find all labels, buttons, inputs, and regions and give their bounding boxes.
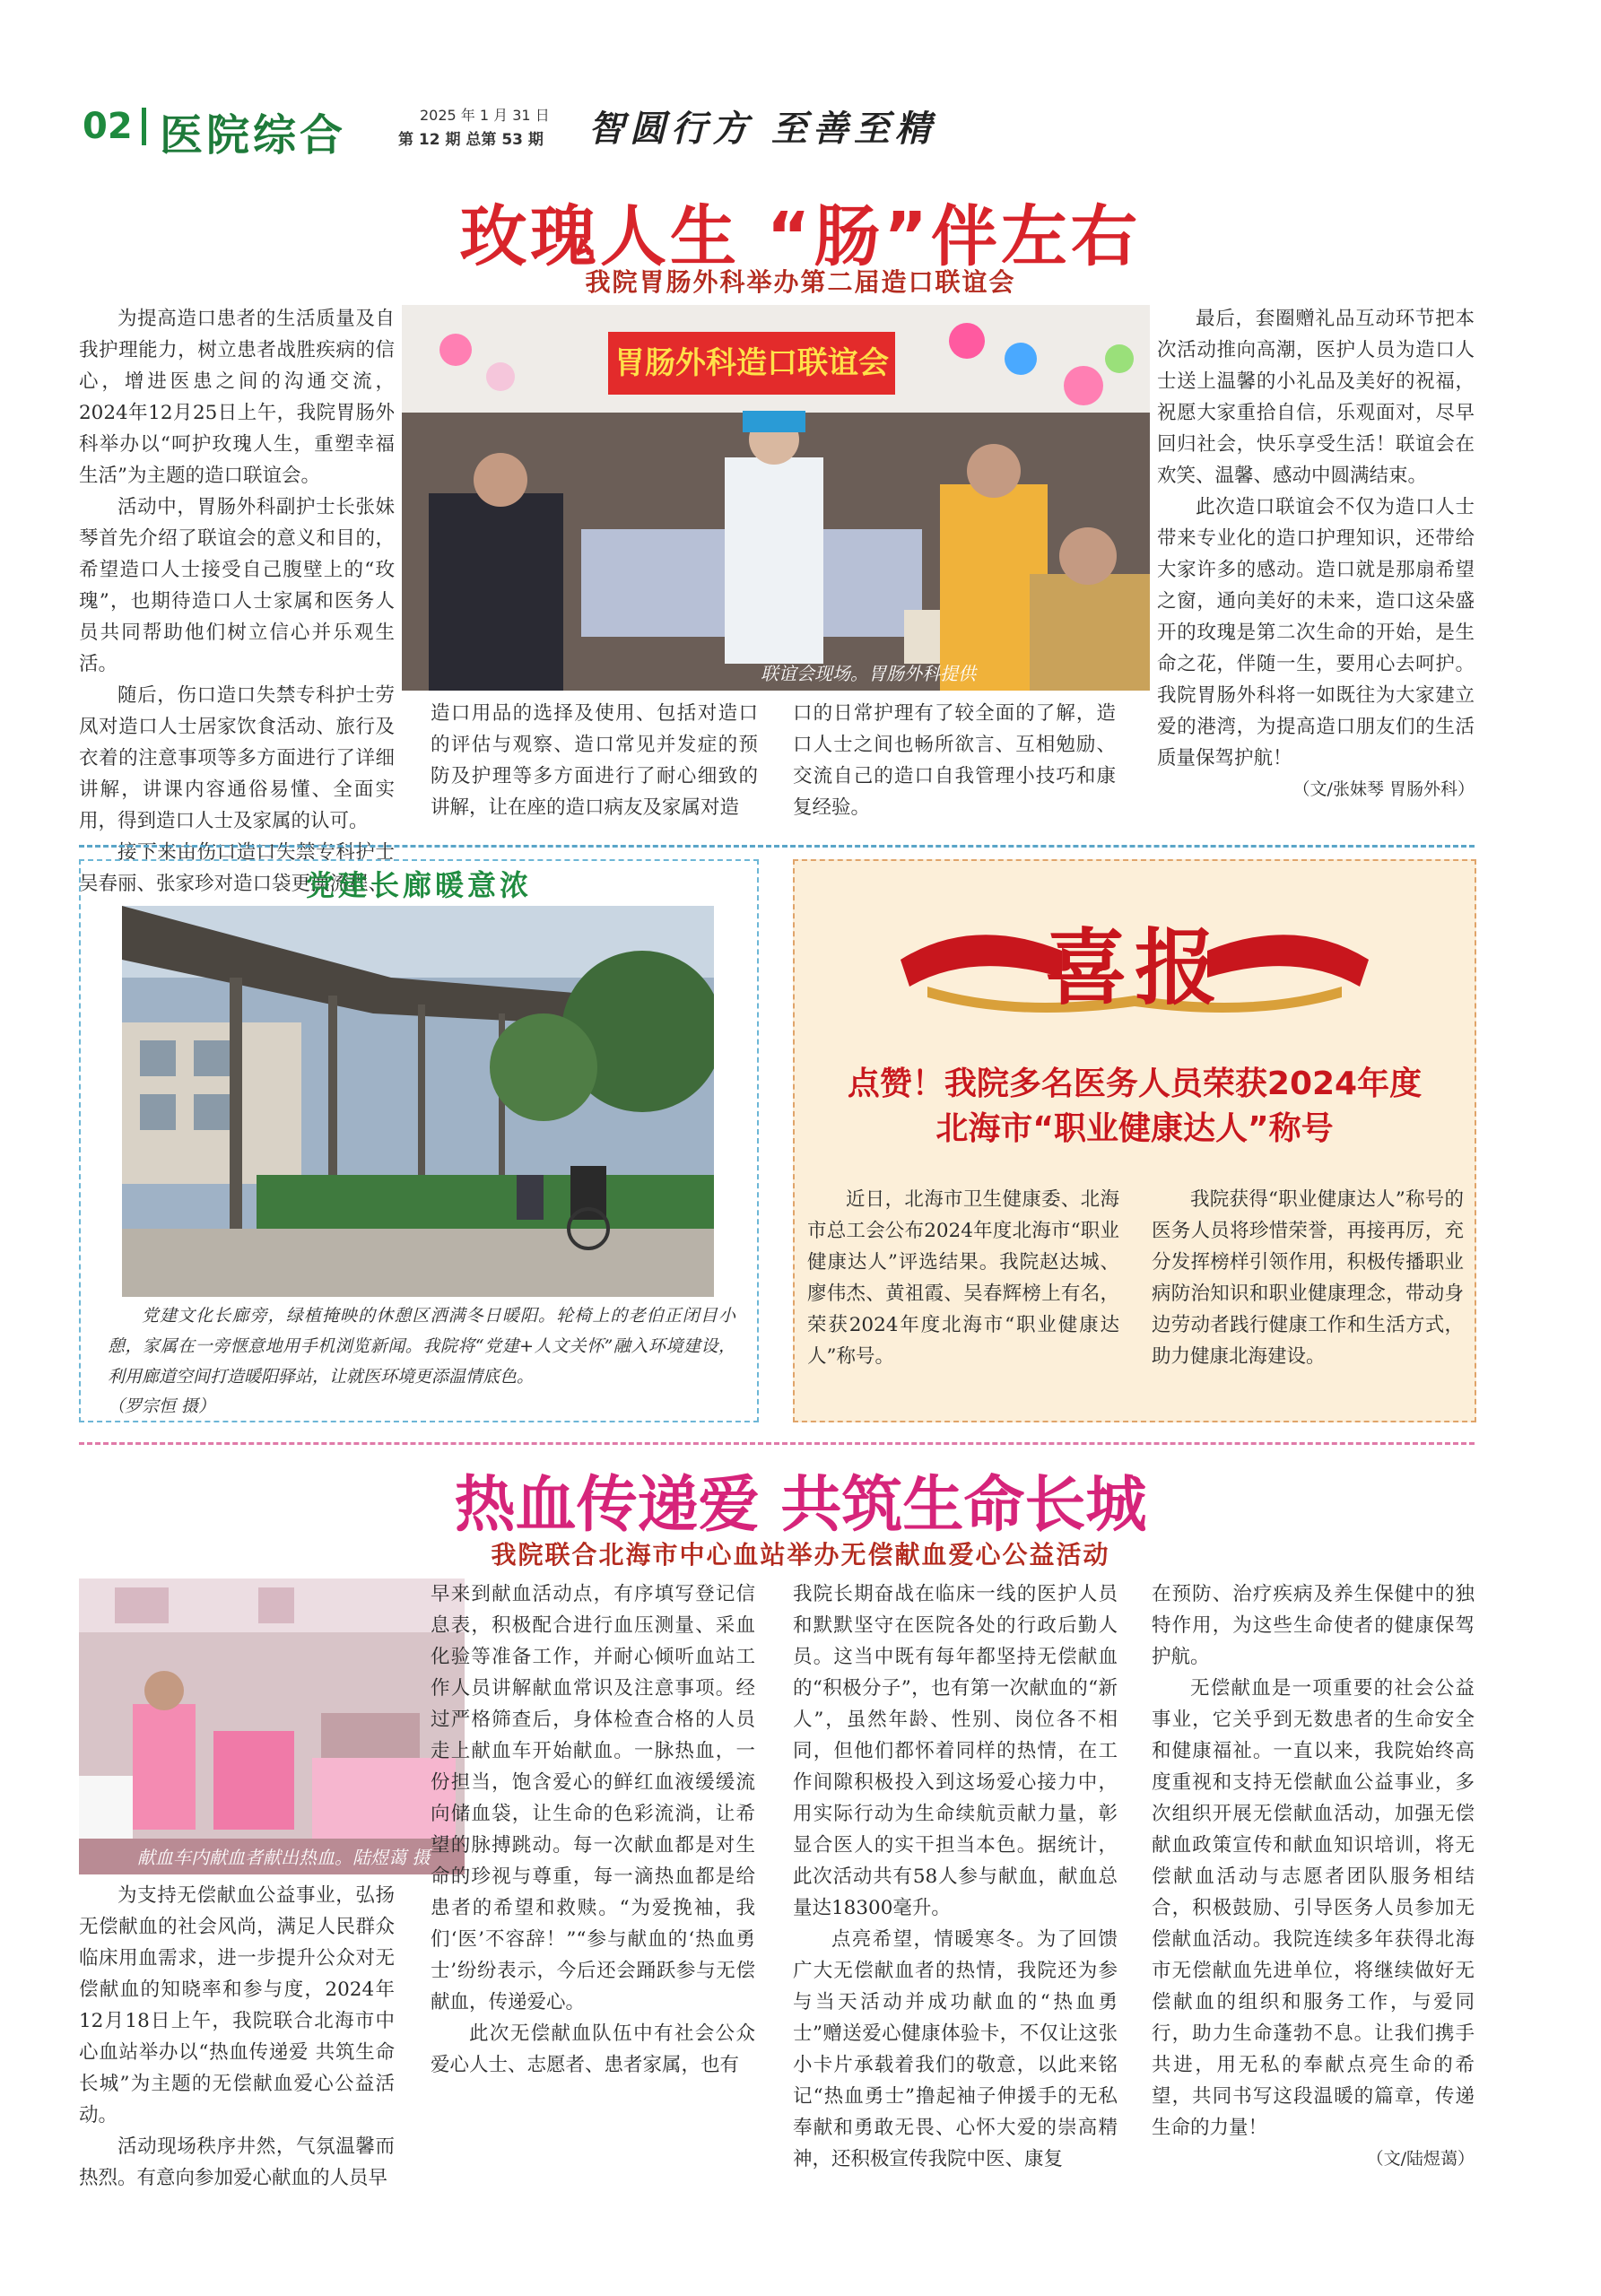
article2-column-1: [79, 1880, 395, 2194]
paragraph: 活动现场秩序井然，气氛温馨而热烈。有意向参加爱心献血的人员早: [79, 2135, 395, 2189]
paragraph: 随后，伤口造口失禁专科护士劳凤对造口人士居家饮食活动、旅行及衣着的注意事项等多方面进行了详细讲解，讲课内容通俗易懂、全面实用，得到造口人士及家属的认可。: [79, 684, 395, 832]
article2-photo: [79, 1578, 465, 1874]
article1-photo: [402, 305, 1150, 691]
good-news-column-2: [1152, 1184, 1464, 1372]
paragraph: 我院长期奋战在临床一线的医护人员和默默坚守在医院各处的行政后勤人员。这当中既有每年都坚持无偿献血的“积极分子”，也有第一次献血的“新人”，虽然年龄、性别、岗位各不相同，但他们都怀着同样的热情，在工作间隙积极投入到这场爱心接力中，用实际行动为生命续航贡献力量，彰显合医人的实干担当本色。据统计，此次活动共有58人参与献血，献血总量达18300毫升。: [793, 1583, 1118, 1919]
paragraph: 点亮希望，情暖寒冬。为了回馈广大无偿献血者的热情，我院还为参与当天活动并成功献血的“热血勇士”赠送爱心健康体验卡，不仅让这张小卡片承载着我们的敬意，以此来铭记“热血勇士”撸起袖子伸援手的无私奉献和勇敢无畏、心怀大爱的崇高精神，还积极宣传我院中医、康复: [793, 1928, 1118, 2170]
article2-subtitle: 我院联合北海市中心血站举办无偿献血爱心公益活动: [491, 1540, 1110, 1570]
article2-column-4: [1152, 1578, 1475, 2175]
good-news-badge: 喜报: [1044, 920, 1224, 1016]
article1-author: （文/张妹琴 胃肠外科）: [1292, 779, 1475, 799]
good-news-headline-1: 点赞！我院多名医务人员荣获2024年度: [847, 1065, 1423, 1102]
photo-caption: 联谊会现场。胃肠外科提供: [761, 663, 976, 684]
article2-title: 热血传递爱 共筑生命长城: [454, 1470, 1147, 1541]
issue-date: 2025 年 1 月 31 日: [420, 107, 550, 124]
photo-caption: 献血车内献血者献出热血。陆煜蔼 摄: [137, 1847, 431, 1868]
article1-column-1: [79, 303, 395, 900]
banner-text: 胃肠外科造口联谊会: [614, 345, 889, 381]
paragraph: 无偿献血是一项重要的社会公益事业，它关乎到无数患者的生命安全和健康福祉。一直以来，我院始终高度重视和支持无偿献血公益事业，多次组织开展无偿献血活动，加强无偿献血政策宣传和献血知识培训，将无偿献血活动与志愿者团队服务相结合，积极鼓励、引导医务人员参加无偿献血活动。我院连续多年获得北海市无偿献血先进单位，将继续做好无偿献血的组织和服务工作，与爱同行，助力生命蓬勃不息。让我们携手共进，用无私的奉献点亮生命的希望，共同书写这段温暖的篇章，传递生命的力量！: [1152, 1677, 1475, 2139]
page-number: 02: [83, 106, 133, 147]
paragraph: 在预防、治疗疾病及养生保健中的独特作用，为这些生命使者的健康保驾护航。: [1152, 1583, 1475, 1668]
paragraph: 接下来由伤口造口失禁专科护士吴春丽、张家珍对造口袋更换流程、: [79, 841, 395, 895]
article2-column-3: [793, 1578, 1118, 2175]
party-building-caption: 党建文化长廊旁，绿植掩映的休憩区洒满冬日暖阳。轮椅上的老伯正闭目小憩，家属在一旁惬意地用手机浏览新闻。我院将“党建+人文关怀”融入环境建设，利用廊道空间打造暖阳驿站，让就医环境更添温情底色。: [108, 1306, 735, 1387]
article2-author: （文/陆煜蔼）: [1366, 2149, 1475, 2169]
article2-column-2: [431, 1578, 755, 2081]
hospital-motto: 智圆行方 至善至精: [588, 108, 936, 150]
paragraph: 为支持无偿献血公益事业，弘扬无偿献血的社会风尚，满足人民群众临床用血需求，进一步提升公众对无偿献血的知晓率和参与度，2024年12月18日上午，我院联合北海市中心血站举办以“热血传递爱 共筑生命长城”为主题的无偿献血爱心公益活动。: [79, 1884, 395, 2126]
article1-title: 玫瑰人生 “肠”伴左右: [459, 198, 1142, 275]
paragraph: 此次造口联谊会不仅为造口人士带来专业化的造口护理知识，还带给大家许多的感动。造口就是那扇希望之窗，通向美好的未来，造口这朵盛开的玫瑰是第二次生命的开始，是生命之花，伴随一生，要用心去呵护。我院胃肠外科将一如既往为大家建立爱的港湾，为提高造口朋友们的生活质量保驾护航！: [1157, 496, 1475, 770]
paragraph: 早来到献血活动点，有序填写登记信息表，积极配合进行血压测量、采血化验等准备工作，并耐心倾听血站工作人员讲解献血常识及注意事项。经过严格筛查后，身体检查合格的人员走上献血车开始献血。一脉热血，一份担当，饱含爱心的鲜红血液缓缓流向储血袋，让生命的色彩流淌，让希望的脉搏跳动。每一次献血都是对生命的珍视与尊重，每一滴热血都是给患者的希望和救赎。“为爱挽袖，我们‘医’不容辞！”“参与献血的‘热血勇士’纷纷表示，今后还会踊跃参与无偿献血，传递爱心。: [431, 1583, 755, 2013]
divider: [79, 845, 1475, 848]
section-title: 医院综合: [160, 110, 347, 161]
article1-column-3: [793, 698, 1116, 823]
paragraph: 近日，北海市卫生健康委、北海市总工会公布2024年度北海市“职业健康达人”评选结果。我院赵达城、廖伟杰、黄祖霞、吴春辉榜上有名，荣获2024年度北海市“职业健康达人”称号。: [807, 1188, 1119, 1368]
paragraph: 我院获得“职业健康达人”称号的医务人员将珍惜荣誉，再接再厉，充分发挥榜样引领作用，积极传播职业病防治知识和职业健康理念，带动身边劳动者践行健康工作和生活方式，助力健康北海建设。: [1152, 1188, 1464, 1368]
paragraph: 造口用品的选择及使用、包括对造口的评估与观察、造口常见并发症的预防及护理等多方面进行了耐心细致的讲解，让在座的造口病友及家属对造: [431, 702, 758, 819]
divider: [79, 1442, 1475, 1445]
paragraph: 活动中，胃肠外科副护士长张妹琴首先介绍了联谊会的意义和目的，希望造口人士接受自己腹壁上的“玫瑰”，也期待造口人士家属和医务人员共同帮助他们树立信心并乐观生活。: [79, 496, 395, 675]
party-building-title: 党建长廊暖意浓: [305, 868, 532, 902]
paragraph: 最后，套圈赠礼品互动环节把本次活动推向高潮，医护人员为造口人士送上温馨的小礼品及美好的祝福，祝愿大家重拾自信，乐观面对，尽早回归社会，快乐享受生活！联谊会在欢笑、温馨、感动中圆满结束。: [1157, 308, 1475, 487]
article1-subtitle: 我院胃肠外科举办第二届造口联谊会: [585, 267, 1016, 297]
paragraph: 口的日常护理有了较全面的了解，造口人士之间也畅所欲言、互相勉励、交流自己的造口自我管理小技巧和康复经验。: [793, 702, 1116, 819]
photo-credit: （罗宗恒 摄）: [108, 1396, 216, 1416]
page-number-divider: [142, 108, 146, 145]
good-news-headline-2: 北海市“职业健康达人”称号: [935, 1110, 1334, 1147]
article1-column-2: [431, 698, 758, 823]
corridor-photo: [122, 906, 714, 1297]
paragraph: 此次无偿献血队伍中有社会公众爱心人士、志愿者、患者家属，也有: [431, 2022, 755, 2076]
article1-column-4: [1157, 303, 1475, 805]
issue-number: 第 12 期 总第 53 期: [398, 131, 544, 149]
paragraph: 为提高造口患者的生活质量及自我护理能力，树立患者战胜疾病的信心，增进医患之间的沟通交流，2024年12月25日上午，我院胃肠外科举办以“呵护玫瑰人生，重塑幸福生活”为主题的造口联谊会。: [79, 308, 395, 487]
good-news-column-1: [807, 1184, 1119, 1372]
